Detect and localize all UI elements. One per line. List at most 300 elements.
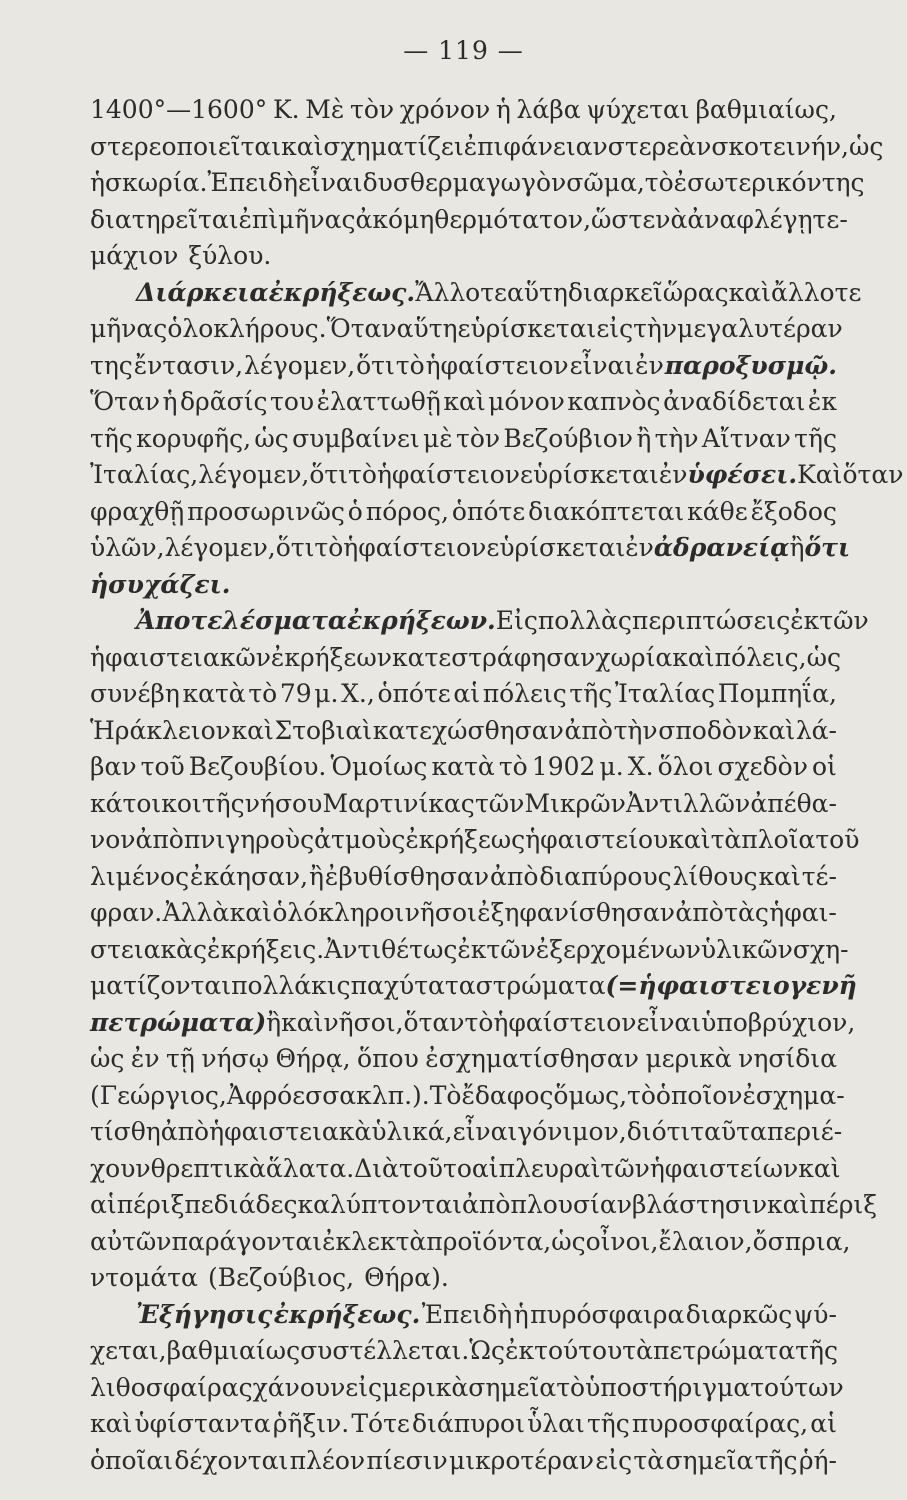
- word: στρώματα: [475, 971, 606, 1000]
- word: ἡφαιστείων: [649, 1153, 799, 1183]
- word: ἐξηφανίσθησαν: [477, 898, 675, 927]
- word: ῥή-: [798, 1445, 837, 1475]
- word: Ἀντιθέτως: [324, 934, 458, 964]
- word: καλύπτονται: [297, 1190, 463, 1219]
- word: Ἀντιλλῶν: [625, 788, 751, 818]
- word: κάτοικοι: [90, 788, 202, 818]
- word: καὶ: [443, 387, 486, 416]
- emphasized-word: Ἀποτελέσματα: [136, 606, 348, 635]
- word: ἡφαίστειον: [343, 533, 487, 562]
- word: τῆς: [586, 1409, 630, 1438]
- word: στειακὰς: [90, 934, 208, 964]
- word: ἀναδίδεται: [663, 387, 806, 416]
- emphasized-word: πετρώματα): [90, 1007, 267, 1037]
- word: ἡφαιστείου: [525, 825, 669, 854]
- word: δρᾶσίς: [180, 387, 268, 416]
- word: καὶ: [767, 1190, 810, 1219]
- word: ἀτμοὺς: [314, 825, 406, 854]
- word: Πομπηΐα,: [717, 679, 837, 708]
- word: διακόπτεται: [528, 496, 685, 526]
- word: ἀναφλέγῃ: [687, 204, 813, 234]
- word: της: [821, 168, 865, 197]
- word: ἔλαιον,: [658, 1226, 753, 1256]
- word: μῆνας: [278, 204, 356, 234]
- word: μόνον: [488, 387, 565, 416]
- word: ὑλῶν,: [90, 533, 165, 562]
- emphasized-word: Ἐξήγησις: [136, 1299, 273, 1329]
- word: Χ.: [627, 752, 654, 781]
- word: τὸ: [314, 533, 344, 562]
- word: σκοτεινήν,: [711, 131, 849, 161]
- emphasized-word: (=ἡφαιστειογενῆ: [605, 971, 857, 1000]
- text-line: [90, 129, 884, 166]
- word: διαρκῶς: [685, 1299, 793, 1329]
- text-line: [90, 530, 851, 567]
- word: τὸν: [455, 423, 501, 453]
- word: ὅπου: [357, 1044, 419, 1073]
- word: ἡ: [90, 168, 105, 197]
- word: ἡφαίστειον: [493, 1007, 637, 1037]
- word: ἡ: [495, 95, 511, 124]
- word: αὕτη: [396, 314, 458, 343]
- word: πλέον: [289, 1445, 366, 1475]
- word: μ.: [599, 752, 624, 781]
- word: ἐκλεκτὰ: [322, 1226, 427, 1256]
- word: πόλεις: [482, 679, 567, 708]
- word: νήσου: [244, 788, 323, 818]
- emphasized-word: ἡσυχάζει.: [90, 569, 231, 599]
- word: ὥρας: [662, 277, 729, 307]
- word: Ὅταν: [326, 314, 397, 343]
- word: αὕτη: [507, 277, 568, 307]
- word: εὑρίσκεται: [520, 460, 659, 489]
- word: Εἰς: [495, 606, 538, 635]
- word: οἱ: [811, 752, 837, 781]
- word: ἀκόμη: [355, 204, 435, 234]
- word: ὅταν: [842, 460, 904, 489]
- word: διαρκεῖ: [567, 277, 663, 307]
- word: καὶ: [281, 1007, 324, 1037]
- word: τὸ: [464, 1007, 494, 1037]
- word: ἡφαιστειακῶν: [90, 642, 271, 672]
- word: κατεστράφησαν: [391, 642, 596, 672]
- word: περιέ-: [766, 1117, 843, 1146]
- text-line: [90, 348, 837, 385]
- word: Τὸ: [429, 1080, 462, 1110]
- word: ὁποῖαι: [90, 1445, 174, 1475]
- word: ὑποβρύχιον,: [701, 1007, 856, 1037]
- word: ὑφίσταντα: [134, 1409, 271, 1438]
- word: φραν.: [90, 898, 163, 927]
- word: λάβα: [516, 95, 581, 124]
- word: ἐσχηματίσθησαν: [425, 1044, 639, 1073]
- word: Χ.,: [341, 679, 375, 708]
- word: πυρόσφαιρα: [530, 1299, 685, 1329]
- word: βαθμιαίως: [166, 1336, 301, 1365]
- body-text: [90, 92, 904, 1479]
- word: μὲ: [423, 423, 453, 453]
- word: Βεζούβιον: [503, 423, 634, 453]
- text-line: [90, 238, 837, 275]
- word: ἐκ: [807, 387, 837, 416]
- word: χρόνον: [399, 95, 491, 124]
- word: τοῦ: [815, 825, 860, 854]
- text-line: [90, 1333, 837, 1370]
- word: νῆσοι,: [323, 1007, 404, 1037]
- text-line: [90, 92, 837, 129]
- text-line: [90, 676, 837, 713]
- word: σῶμα,: [566, 168, 645, 197]
- word: πεδιάδες: [184, 1190, 298, 1219]
- word: τὰ: [622, 1336, 653, 1365]
- text-line: [90, 1443, 837, 1480]
- word: ῥῆξιν.: [272, 1409, 350, 1438]
- word: Θήρᾳ,: [275, 1044, 351, 1073]
- word: ἐσωτερικόν: [673, 168, 822, 197]
- word: τῆς: [90, 423, 133, 453]
- word: ὗλαι: [527, 1409, 585, 1438]
- word: Ὅταν: [90, 387, 161, 416]
- word: ὁπότε: [377, 679, 451, 708]
- word: κατὰ: [182, 679, 246, 708]
- word: γόνιμον,: [517, 1117, 627, 1146]
- word: θερμότατον,: [434, 204, 592, 234]
- word: ἐκ: [790, 606, 820, 635]
- word: Στοβιαὶ: [274, 715, 373, 745]
- word: ἐκάησαν,: [190, 861, 309, 891]
- word: ἀπὸ: [490, 861, 539, 891]
- word: 79: [279, 679, 312, 708]
- word: εἶναι: [452, 1117, 518, 1146]
- word: τὸ: [498, 752, 528, 781]
- word: ὅταν: [403, 1007, 465, 1037]
- word: ἄλλοτε: [770, 277, 862, 307]
- text-line: [90, 421, 837, 458]
- word: τῶν: [486, 934, 536, 964]
- word: ἐκ: [505, 1336, 535, 1365]
- word: χάνουν: [252, 1372, 346, 1402]
- word: ἐκρήξεως: [405, 825, 526, 854]
- word: ἔντασιν,: [133, 350, 244, 380]
- word: προσωρινῶς: [187, 496, 345, 526]
- word: λέγομεν,: [164, 533, 276, 562]
- word: τὸ: [395, 350, 425, 380]
- word: λιθοσφαίρας: [90, 1372, 253, 1402]
- word: εἰς: [345, 1372, 383, 1402]
- text-line: [90, 895, 837, 932]
- word: τούτων: [750, 1372, 844, 1402]
- word: ἔξοδος: [750, 496, 837, 526]
- word: τῶν: [600, 1153, 650, 1183]
- text-line: [90, 1078, 845, 1115]
- word: ἡφαιστειακὰ: [209, 1117, 372, 1146]
- word: Ἀλλὰ: [162, 898, 230, 927]
- word: τῆς: [201, 788, 245, 818]
- text-line: [90, 165, 865, 202]
- word: (Γεώργιος,: [90, 1080, 227, 1110]
- word: περιπτώσεις: [631, 606, 791, 635]
- word: Ἡράκλειον: [90, 715, 231, 745]
- word: χωρία: [595, 642, 673, 672]
- word: ὥστε: [591, 204, 656, 234]
- word: μικροτέραν: [449, 1445, 594, 1475]
- word: ὁλοκλήρους.: [167, 314, 327, 343]
- word: εὑρίσκεται: [486, 533, 626, 562]
- word: νησίδια: [738, 1044, 837, 1073]
- word: σχη-: [792, 934, 849, 964]
- word: διαπύρους: [539, 861, 672, 891]
- word: ἡφαι-: [769, 898, 837, 927]
- word: αὐτῶν: [90, 1226, 172, 1256]
- word: ψύχεται: [586, 95, 690, 124]
- text-line: [90, 1260, 837, 1297]
- word: ματίζονται: [90, 971, 232, 1000]
- word: πόλεις,: [714, 642, 807, 672]
- word: ἐκρήξεις.: [207, 934, 325, 964]
- word: ἐλαττωθῇ: [316, 387, 441, 416]
- word: εἰς: [596, 314, 634, 343]
- word: ὡς: [90, 1044, 125, 1073]
- word: μεγαλυτέραν: [677, 314, 843, 343]
- text-line: [90, 311, 843, 348]
- word: Θήρα).: [364, 1263, 449, 1292]
- word: καὶ: [281, 131, 324, 161]
- word: Μὲ: [305, 95, 345, 124]
- text-line: [90, 968, 857, 1005]
- text-line: [90, 822, 860, 859]
- word: τῆς: [754, 1445, 798, 1475]
- word: κορυφῆς,: [136, 423, 252, 453]
- word: ὅλοι: [657, 752, 714, 781]
- word: νήσῳ: [201, 1044, 270, 1073]
- word: Κ.: [272, 95, 300, 124]
- word: σποδὸν: [658, 715, 753, 745]
- text-line: [90, 640, 842, 677]
- word: προϊόντα,: [426, 1226, 552, 1256]
- word: ὁπότε: [451, 496, 526, 526]
- word: ἡ: [162, 387, 178, 416]
- word: ὡς: [806, 642, 842, 672]
- emphasized-word: παροξυσμῷ.: [664, 350, 837, 380]
- word: οἶνοι,: [585, 1226, 659, 1256]
- word: κάθε: [687, 496, 748, 526]
- word: τῆς: [794, 423, 837, 453]
- word: τῇ: [166, 1044, 195, 1073]
- word: κλπ.).: [356, 1080, 430, 1110]
- text-line: [90, 859, 837, 896]
- text-line: [90, 1151, 841, 1188]
- word: μερικὰ: [382, 1372, 469, 1402]
- word: λά-: [795, 715, 837, 745]
- word: ἀπὸ: [564, 715, 613, 745]
- word: ψύ-: [793, 1299, 837, 1329]
- text-line: [90, 384, 837, 421]
- word: τέ-: [801, 861, 837, 891]
- word: τὴν: [633, 314, 678, 343]
- word: πέριξ: [809, 1190, 877, 1219]
- word: ξύλου.: [188, 241, 272, 270]
- word: ὅτι: [356, 350, 395, 380]
- text-line: [90, 1370, 844, 1407]
- word: τοῦτο: [398, 1153, 472, 1183]
- word: αἱ: [471, 1153, 499, 1183]
- word: παράγονται: [171, 1226, 323, 1256]
- word: μῆνας: [90, 314, 168, 343]
- word: ἐξερχομένων: [535, 934, 701, 964]
- text-line: [90, 1187, 877, 1224]
- word: σχηματίζει: [323, 131, 464, 161]
- word: ὡς: [551, 1226, 586, 1256]
- word: ἐν: [635, 350, 664, 380]
- word: τοῦ: [140, 752, 185, 781]
- word: πετρώματα: [653, 1336, 796, 1365]
- word: καὶ: [758, 861, 801, 891]
- word: πολλάκις: [231, 971, 351, 1000]
- word: Ἰταλίας: [614, 679, 716, 708]
- word: τούτου: [534, 1336, 623, 1365]
- word: Διὰ: [354, 1153, 399, 1183]
- word: 1400°—1600°: [90, 95, 268, 124]
- word: ἡφαίστειον: [376, 460, 521, 489]
- word: ὄσπρια,: [752, 1226, 851, 1256]
- word: ἀπὸ: [135, 825, 184, 854]
- word: αἱ: [90, 1190, 117, 1219]
- text-line: [90, 1406, 837, 1443]
- word: καὶ: [229, 898, 272, 927]
- word: πλοῖα: [741, 825, 816, 854]
- word: Αἴτναν: [701, 423, 791, 453]
- word: εἶναι: [297, 168, 363, 197]
- word: κατεχώσθησαν: [372, 715, 564, 745]
- word: ἐπὶ: [238, 204, 279, 234]
- word: νον: [90, 825, 136, 854]
- word: τῆς: [795, 1336, 838, 1365]
- word: ἡ: [513, 1299, 529, 1329]
- word: καὶ: [668, 825, 711, 854]
- word: ντομάτα: [90, 1263, 198, 1292]
- word: ἀπέθα-: [750, 788, 837, 818]
- word: ὅτι: [275, 533, 315, 562]
- word: πλουσίαν: [510, 1190, 632, 1219]
- word: ὡς: [254, 423, 289, 453]
- text-line: [90, 1005, 856, 1042]
- word: ἐν: [625, 533, 654, 562]
- word: τὸ: [644, 168, 674, 197]
- word: του: [270, 387, 315, 416]
- text-line: [90, 494, 837, 531]
- word: εἰς: [595, 1445, 633, 1475]
- word: ὁλόκληροι: [272, 898, 405, 927]
- emphasized-word: ἐκρήξεως.: [268, 277, 416, 307]
- word: ταῦτα: [690, 1117, 767, 1146]
- word: σημεῖα: [665, 1445, 754, 1475]
- word: στερεὰν: [607, 131, 712, 161]
- word: καὶ: [231, 715, 274, 745]
- word: στερεοποιεῖται: [90, 131, 282, 161]
- word: νῆσοι: [404, 898, 477, 927]
- word: ἐκ: [457, 934, 487, 964]
- word: πλευραὶ: [498, 1153, 601, 1183]
- word: Μαρτινίκας: [322, 788, 475, 818]
- word: σκωρία.: [104, 168, 208, 197]
- word: αἱ: [453, 679, 481, 708]
- text-line: [90, 1224, 851, 1261]
- text-line: [90, 603, 869, 640]
- word: ἡφαίστειον: [425, 350, 569, 380]
- word: τὰ: [633, 1445, 665, 1475]
- word: χεται,: [90, 1336, 167, 1365]
- word: εἶναι: [569, 350, 635, 380]
- word: νὰ: [655, 204, 688, 234]
- word: Καὶ: [797, 460, 843, 489]
- word: ὅτι: [309, 460, 349, 489]
- word: ἅλατα.: [265, 1153, 355, 1183]
- emphasized-word: ἐκρήξεων.: [347, 606, 496, 635]
- word: λέγομεν,: [198, 460, 310, 489]
- word: κατὰ: [431, 752, 495, 781]
- word: ἐσχημα-: [742, 1080, 845, 1110]
- word: βαν: [90, 752, 137, 781]
- word: ἀπὸ: [462, 1190, 511, 1219]
- word: σημεῖα: [468, 1372, 557, 1402]
- page-number: — 119 —: [403, 36, 524, 65]
- word: λέγομεν,: [244, 350, 356, 380]
- word: τὴν: [654, 423, 699, 453]
- word: ἔδαφος: [461, 1080, 554, 1110]
- word: ἐβυθίσθησαν: [324, 861, 490, 891]
- text-line: [90, 932, 849, 969]
- word: ὁποῖον: [655, 1080, 743, 1110]
- word: πυροσφαίρας,: [631, 1409, 809, 1438]
- word: ἀπὸ: [160, 1117, 210, 1146]
- text-line: [90, 1041, 837, 1078]
- word: δέχονται: [174, 1445, 289, 1475]
- word: θρεπτικὰ: [150, 1153, 266, 1183]
- word: τῶν: [474, 788, 525, 818]
- word: πόρος,: [365, 496, 449, 526]
- word: διότι: [626, 1117, 691, 1146]
- word: Ἄλλοτε: [415, 277, 507, 307]
- word: μ.: [314, 679, 339, 708]
- word: Ἰταλίας,: [90, 460, 199, 489]
- emphasized-word: Διάρκεια: [136, 277, 269, 307]
- word: καὶ: [90, 1409, 133, 1438]
- word: ὡς: [849, 131, 884, 161]
- text-line: [90, 713, 837, 750]
- word: εὑρίσκεται: [457, 314, 597, 343]
- word: (Βεζούβιος,: [207, 1263, 355, 1292]
- word: τε-: [812, 204, 848, 234]
- word: Μικρῶν: [524, 788, 626, 818]
- emphasized-word: ὅτι: [804, 533, 851, 562]
- word: τὸν: [350, 95, 395, 124]
- word: ἢ: [636, 423, 652, 453]
- word: μερικὰ: [645, 1044, 732, 1073]
- word: πολλὰς: [537, 606, 632, 635]
- word: Ἀφρόεσσα: [226, 1080, 357, 1110]
- text-line: [90, 1114, 843, 1151]
- emphasized-word: ὑφέσει.: [687, 460, 798, 489]
- word: ἀπὸ: [675, 898, 724, 927]
- word: συστέλλεται.: [300, 1336, 470, 1365]
- word: τὸ: [248, 679, 278, 708]
- word: Ἐπειδὴ: [421, 1299, 513, 1329]
- word: διάπυροι: [412, 1409, 525, 1438]
- word: παχύτατα: [350, 971, 476, 1000]
- word: ἐν: [130, 1044, 160, 1073]
- word: μάχιον: [90, 241, 179, 270]
- word: εἶναι: [636, 1007, 702, 1037]
